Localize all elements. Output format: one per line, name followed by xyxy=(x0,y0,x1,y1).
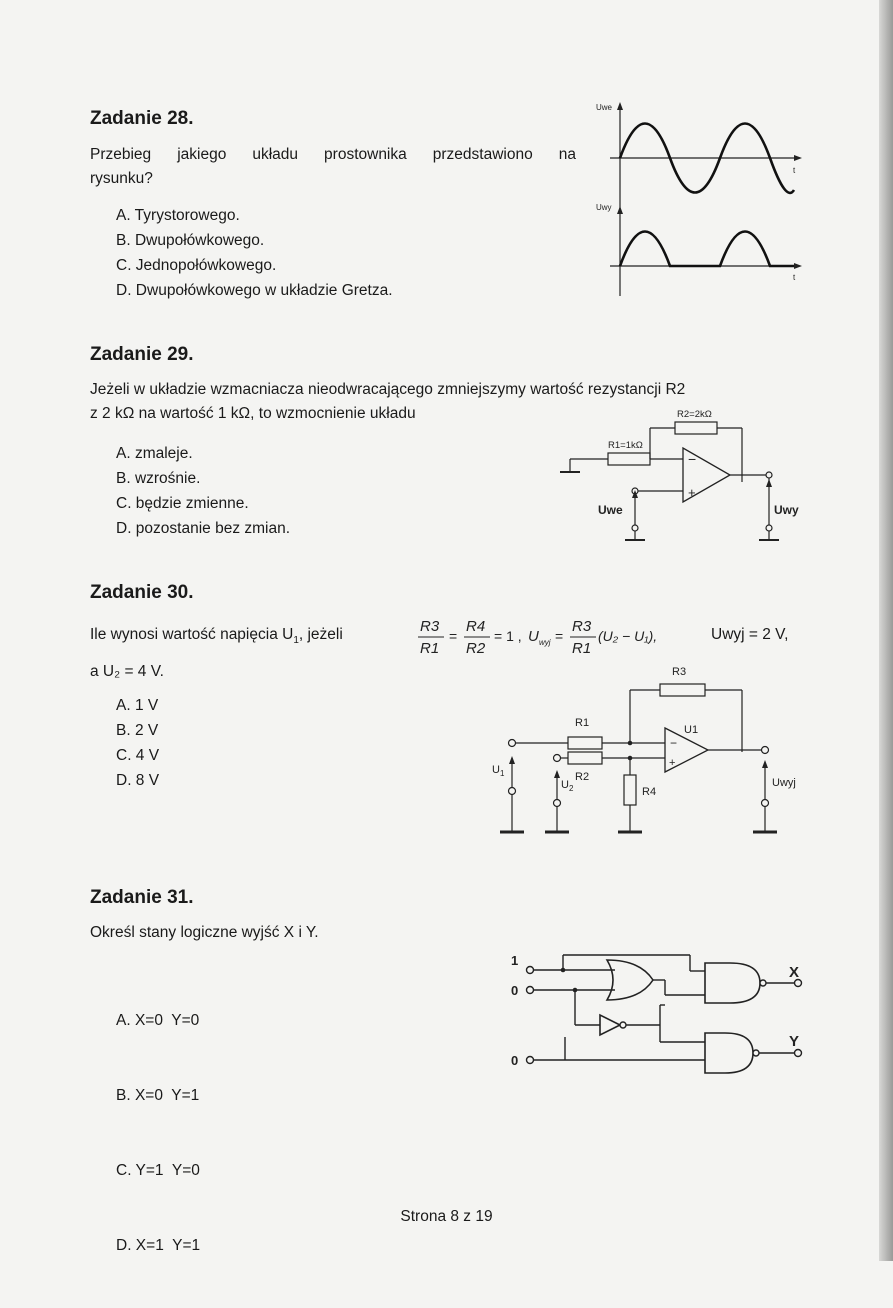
half-wave-output xyxy=(620,232,794,267)
q29-question-line1: Jeżeli w układzie wzmacniacza nieodwracającego zmniejszymy wartość rezystancji R2 xyxy=(90,381,686,398)
svg-text:=: = xyxy=(555,628,564,644)
u-wyj: U xyxy=(528,628,539,645)
input-2-value: 0 xyxy=(511,983,519,998)
frac2-denominator: R2 xyxy=(466,640,486,657)
q28-options xyxy=(116,203,393,303)
r1-label: R1=1kΩ xyxy=(608,440,643,451)
q30-question-prefix: Ile wynosi wartość napięcia U xyxy=(90,626,294,643)
frac2-numerator: R4 xyxy=(466,618,486,635)
u-wyj-sub: wyj xyxy=(539,638,551,647)
svg-text:=: = xyxy=(449,628,458,644)
op-amp-plus: + xyxy=(688,485,696,500)
resistor-r1 xyxy=(568,737,602,749)
rectifier-waveform-figure xyxy=(588,98,810,298)
not-gate xyxy=(600,1015,620,1035)
q29-question-line2: z 2 kΩ na wartość 1 kΩ, to wzmocnienie układu xyxy=(90,405,416,422)
q31-question: Określ stany logiczne wyjść X i Y. xyxy=(90,924,319,941)
q30-options xyxy=(116,693,159,793)
q29-option-a[interactable]: A. zmaleje. xyxy=(116,445,193,462)
differential-amplifier-figure xyxy=(480,660,800,850)
output-label: Uwy xyxy=(774,503,799,517)
time-axis-label-top: t xyxy=(793,166,796,175)
frac1-denominator: R1 xyxy=(420,640,440,657)
q30-u1-sub: 1 xyxy=(293,635,299,647)
r1-label: R1 xyxy=(575,717,590,729)
q29-option-b[interactable]: B. wzrośnie. xyxy=(116,470,201,487)
q28-option-d[interactable]: D. Dwupołówkowego w układzie Gretza. xyxy=(116,282,393,299)
u1-input-label: $U_1$ xyxy=(492,764,505,778)
q29-option-d[interactable]: D. pozostanie bez zmian. xyxy=(116,520,291,537)
q30-question-uwyj: Uwyj = 2 V, xyxy=(711,626,789,643)
time-axis-label-bottom: t xyxy=(793,273,796,282)
q28-option-b[interactable]: B. Dwupołówkowego. xyxy=(116,232,265,249)
q31-option-a[interactable]: A. X=0 Y=0 xyxy=(116,1012,200,1029)
q30-option-d[interactable]: D. 8 V xyxy=(116,772,160,789)
q29-option-c[interactable]: C. będzie zmienne. xyxy=(116,495,249,512)
q30-question-jezeli: , jeżeli xyxy=(298,626,343,643)
or-gate xyxy=(607,960,653,1000)
frac3-denominator: R1 xyxy=(572,640,592,657)
output-y-label: Y xyxy=(789,1033,800,1050)
q30-question-line2: a U₂ = 4 V. xyxy=(90,663,164,680)
q31-option-d[interactable]: D. X=1 Y=1 xyxy=(116,1237,201,1254)
q30-question-line1 xyxy=(90,623,343,653)
input-label: Uwe xyxy=(598,503,623,517)
q28-option-a[interactable]: A. Tyrystorowego. xyxy=(116,207,240,224)
input-voltage-label: Uwe xyxy=(596,103,613,112)
r4-label: R4 xyxy=(642,786,657,798)
nand-gate-x xyxy=(705,963,760,1003)
q31-option-b[interactable]: B. X=0 Y=1 xyxy=(116,1087,200,1104)
frac3-numerator: R3 xyxy=(572,618,592,635)
u1-label: U1 xyxy=(684,724,699,736)
non-inverting-amplifier-figure xyxy=(560,402,805,552)
op-amp-minus: − xyxy=(670,736,678,750)
resistor-r2 xyxy=(675,422,717,434)
q28-heading: Zadanie 28. xyxy=(90,108,194,129)
uwyj-label: Uwyj xyxy=(772,777,796,789)
frac1-numerator: R3 xyxy=(420,618,440,635)
q31-options xyxy=(116,958,200,1308)
input-1-value: 1 xyxy=(511,953,519,968)
q31-option-c[interactable]: C. Y=1 Y=0 xyxy=(116,1162,200,1179)
r3-label: R3 xyxy=(672,666,687,678)
r2-label: R2 xyxy=(575,771,590,783)
q29-options xyxy=(116,441,290,541)
input-3-value: 0 xyxy=(511,1053,519,1068)
q31-heading: Zadanie 31. xyxy=(90,887,194,908)
op-amp-minus: − xyxy=(688,451,697,467)
q30-formula xyxy=(414,610,714,660)
q30-option-c[interactable]: C. 4 V xyxy=(116,747,160,764)
op-amp-plus: + xyxy=(669,757,676,769)
output-voltage-label: Uwy xyxy=(596,203,612,212)
resistor-r2 xyxy=(568,752,602,764)
eq-one: = 1 , xyxy=(494,628,522,644)
u2-input-label: $U_2$ xyxy=(561,779,574,793)
eq-tail: (U₂ − U₁), xyxy=(598,628,658,644)
page-number: Strona 8 z 19 xyxy=(400,1208,493,1225)
r2-label: R2=2kΩ xyxy=(677,409,712,420)
page-edge-shadow xyxy=(879,0,893,1261)
resistor-r3 xyxy=(660,684,705,696)
q28-option-c[interactable]: C. Jednopołówkowego. xyxy=(116,257,277,274)
q30-option-b[interactable]: B. 2 V xyxy=(116,722,159,739)
q30-heading: Zadanie 30. xyxy=(90,582,194,603)
output-x-label: X xyxy=(789,964,800,981)
resistor-r1 xyxy=(608,453,650,465)
logic-circuit-figure xyxy=(505,945,815,1085)
q28-question-line2: rysunku? xyxy=(90,170,153,187)
q28-question-line1: Przebieg jakiego układu prostownika przedstawiono na xyxy=(90,146,576,163)
q30-option-a[interactable]: A. 1 V xyxy=(116,697,159,714)
resistor-r4 xyxy=(624,775,636,805)
q29-heading: Zadanie 29. xyxy=(90,344,194,365)
nand-gate-y xyxy=(705,1033,753,1073)
